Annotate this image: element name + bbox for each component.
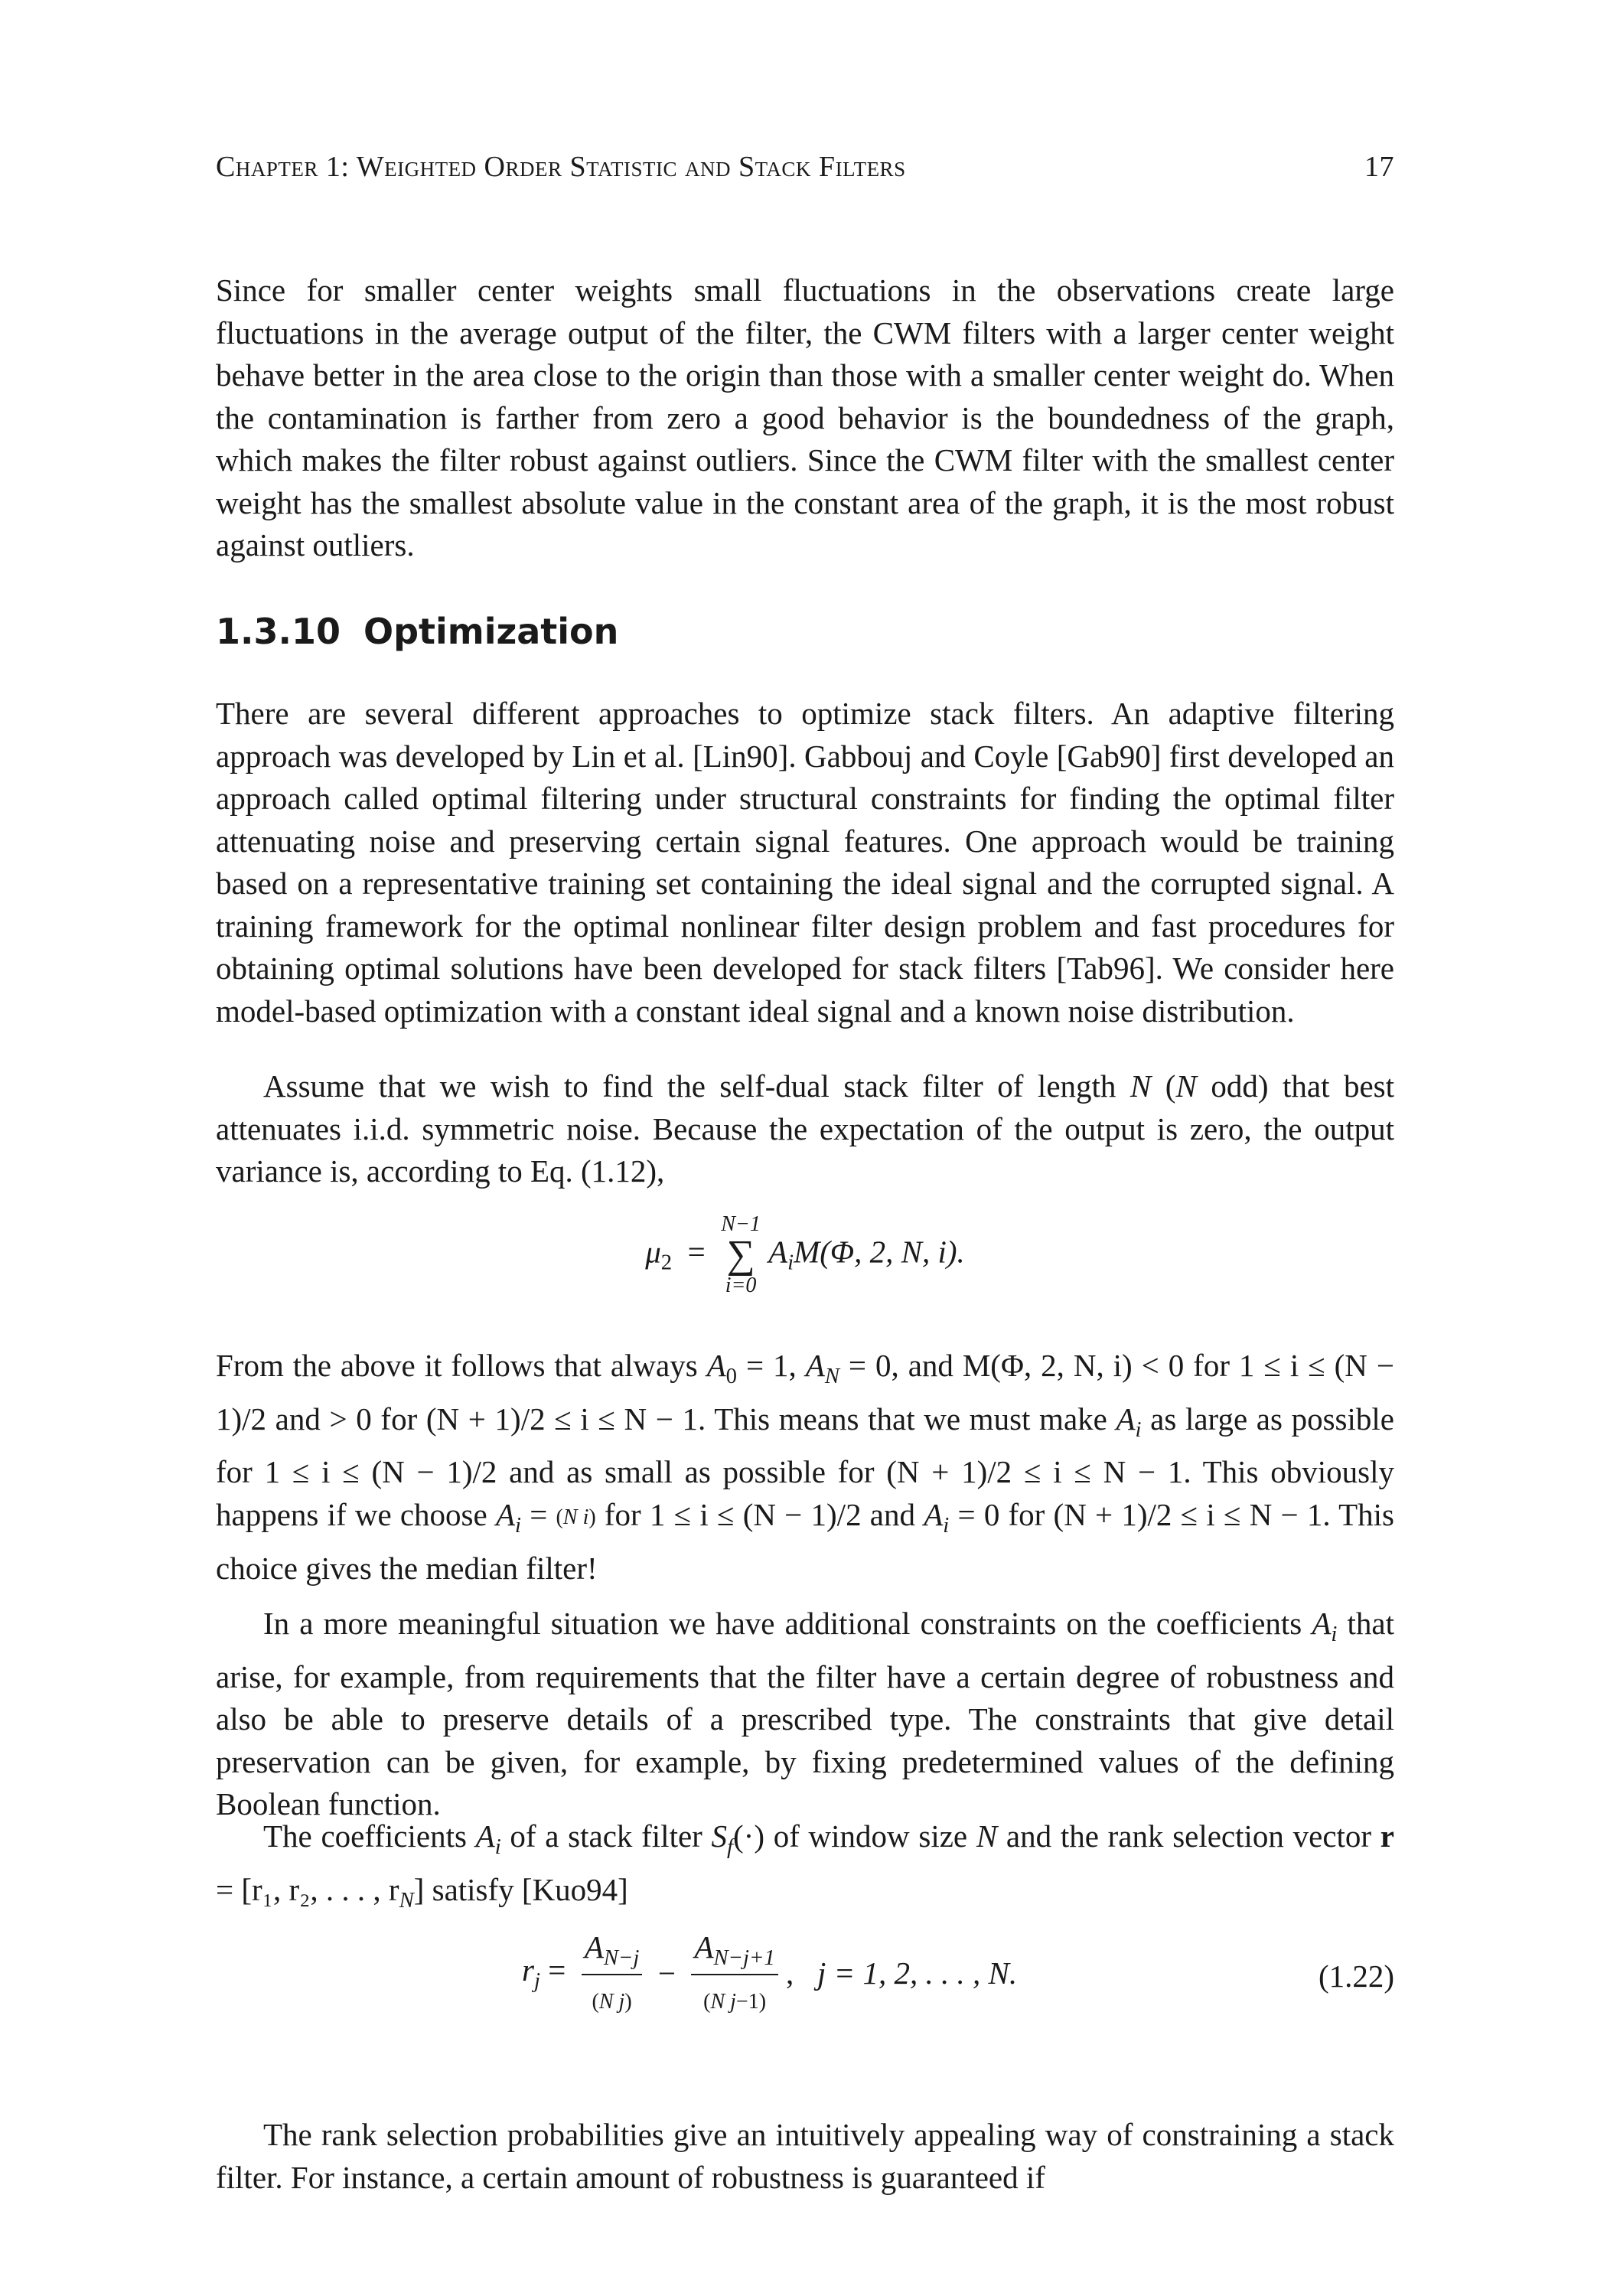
p6-text-f: ] satisfy [Kuo94] bbox=[413, 1871, 628, 1907]
p4-text-4: M(Φ, 2, N, i) < 0 for 1 ≤ i ≤ (N − 1)/2 and > 0 for (N + 1)/2 ≤ i ≤ N − 1. bbox=[216, 1348, 1394, 1437]
paragraph-4: From the above it follows that always $A_0 = 1$, $A_N = 0$, and M(Φ, 2, N, i) < 0 for 1 ≤ i ≤ (N − 1)/2 and > 0 for (N + 1)/2 ≤ i ≤ N − 1. This means that we must make $A_i$ as large as possible for 1 ≤ i ≤ (N − 1)/2 and as small as possible for (N + 1)/2 ≤ i ≤ N − 1. This obviously happens if we choose $A_i = (N$ i) for 1 ≤ i ≤ (N − 1)/2 and $A_i = 0$ for (N + 1)/2 ≤ i ≤ N − 1. This choice gives the median filter! bbox=[216, 1348, 1395, 1586]
fraction-2 bbox=[691, 1929, 777, 2017]
paragraph-5: In a more meaningful situation we have additional constraints on the coefficients $A_i$ that arise, for example, from requirements that the filter have a certain degree of robustness and also be able to preserve details of a prescribed type. The constraints that give detail preservation can be given, for example, by fixing predetermined values of the defining Boolean function. bbox=[216, 1606, 1395, 1822]
eq1-body-sub: i bbox=[787, 1250, 794, 1275]
p4-text-1: From the above it follows that always bbox=[216, 1348, 707, 1383]
binom-n-j-minus-1: (N j−1) bbox=[703, 1989, 767, 2014]
page-number: 17 bbox=[1364, 151, 1394, 183]
binom-n-j: (N j) bbox=[592, 1989, 632, 2014]
document-page bbox=[216, 0, 1394, 2296]
p5-text-b: that arise, for example, from requirements that the filter have a certain degree of robustness and also be able to preserve details of a prescribed type. The constraints that give detail preservation can be given, for example, by fixing predetermined values of the defining Boolean function. bbox=[216, 1606, 1395, 1822]
p4-text-6: as large as possible for 1 ≤ i ≤ (N − 1)/2 and as small as possible for (N + 1)/2 ≤ i ≤ N − 1. This obviously happens if we choose bbox=[216, 1401, 1394, 1532]
p3-text-c: odd) that best attenuates i.i.d. symmetric noise. Because the expectation of the output is zero, the output variance is, according to Eq. (1.12), bbox=[216, 1068, 1395, 1189]
running-head bbox=[216, 150, 1394, 188]
eq1-lhs-sub: 2 bbox=[660, 1250, 673, 1275]
sum-lower-limit: i=0 bbox=[725, 1274, 757, 1297]
p4-text-7: for 1 ≤ i ≤ (N − 1)/2 and bbox=[595, 1496, 924, 1532]
eq2-range: j = 1, 2, . . . , N. bbox=[817, 1955, 1018, 1991]
sum-upper-limit: N−1 bbox=[721, 1212, 761, 1236]
equation-mu2: $\mu_2$ = N−1 ∑ i=0 $A_iM(\Phi$, 2, N, i). bbox=[645, 1212, 965, 1297]
eq1-body-rest: M(Φ, 2, N, i). bbox=[794, 1234, 965, 1270]
p4-text-2: = 1, bbox=[737, 1348, 806, 1383]
equation-1-22 bbox=[216, 1929, 1394, 2036]
p4-text-8: = 0 for (N + 1)/2 ≤ i ≤ N − 1. This choice gives the median filter! bbox=[216, 1496, 1395, 1586]
section-heading bbox=[216, 611, 618, 652]
paragraph-7: The rank selection probabilities give an intuitively appealing way of constraining a stack filter. For instance, a certain amount of robustness is guaranteed if bbox=[216, 2117, 1394, 2195]
section-title: Optimization bbox=[363, 611, 619, 652]
p5-text-a: In a more meaningful situation we have additional constraints on the coefficients bbox=[263, 1606, 1312, 1641]
p3-text-a: Assume that we wish to find the self-dual stack filter of length bbox=[263, 1068, 1130, 1104]
equation-number: (1.22) bbox=[1318, 1958, 1394, 1994]
p6-text-d: and the rank selection vector bbox=[997, 1818, 1380, 1854]
frac2-numerator-sub: N−j+1 bbox=[713, 1945, 775, 1971]
p6-text-c: of window size bbox=[764, 1818, 976, 1854]
paragraph-3: Assume that we wish to find the self-dual stack filter of length N (N odd) that best attenuates i.i.d. symmetric noise. Because the expectation of the output is zero, the output variance is, according to Eq. (1.12), bbox=[216, 1068, 1395, 1189]
section-number: 1.3.10 bbox=[216, 611, 341, 652]
frac1-numerator: A bbox=[584, 1929, 604, 1965]
p4-text-3: = 0, and bbox=[839, 1348, 963, 1383]
p6-text-a: The coefficients bbox=[263, 1818, 476, 1854]
p6-text-b: of a stack filter bbox=[500, 1818, 712, 1854]
chapter-title: Chapter 1: Weighted Order Statistic and Stack Filters bbox=[216, 151, 906, 183]
eq2-lhs-sub: j bbox=[533, 1968, 540, 1994]
frac1-numerator-sub: N−j bbox=[603, 1945, 640, 1971]
eq1-body: A bbox=[768, 1234, 788, 1270]
eq2-lhs: r bbox=[522, 1952, 534, 1988]
fraction-1 bbox=[582, 1929, 643, 2017]
eq1-lhs: μ bbox=[645, 1234, 661, 1270]
p4-text-5: This means that we must make bbox=[706, 1401, 1116, 1437]
binom-n-i: (N i) bbox=[556, 1505, 596, 1530]
paragraph-2: There are several different approaches to optimize stack filters. An adaptive filtering approach was developed by Lin et al. [Lin90]. Gabbouj and Coyle [Gab90] first developed an approach called optimal filtering under structural constraints for finding the optimal filter attenuating noise and preserving certain signal features. One approach would be training based on a representative training set containing the ideal signal and the corrupted signal. A training framework for the optimal nonlinear filter design problem and fast procedures for obtaining optimal solutions have been developed for stack filters [Tab96]. We consider here model-based optimization with a constant ideal signal and a known noise distribution. bbox=[216, 696, 1394, 1029]
summation: N−1 ∑ i=0 bbox=[721, 1212, 761, 1297]
frac2-numerator: A bbox=[694, 1929, 714, 1965]
p6-text-e: = [r₁, r₂, . . . , r bbox=[216, 1871, 399, 1907]
eq2-body: $r_j$ = $\frac{A_{N-j}}{\text{(N j)}}$ − $\frac{A_{N-j+1}}{\text{(N j−1)}}$ , j = 1, 2, . . . , N. bbox=[522, 1929, 1017, 2017]
p3-text-b: ( bbox=[1151, 1068, 1176, 1104]
paragraph-6: The coefficients $A_i$ of a stack filter $S_f(\cdot)$ of window size N and the rank selection vector r = [r₁, r₂, . . . , $r_N$] satisfy [Kuo94] bbox=[216, 1818, 1394, 1913]
paragraph-1: Since for smaller center weights small fluctuations in the observations create large fluctuations in the average output of the filter, the CWM filters with a larger center weight behave better in the area close to the origin than those with a smaller center weight do. When the contamination is farther from zero a good behavior is the boundedness of the graph, which makes the filter robust against outliers. Since the CWM filter with the smallest center weight has the smallest absolute value in the constant area of the graph, it is the most robust against outliers. bbox=[216, 272, 1394, 563]
